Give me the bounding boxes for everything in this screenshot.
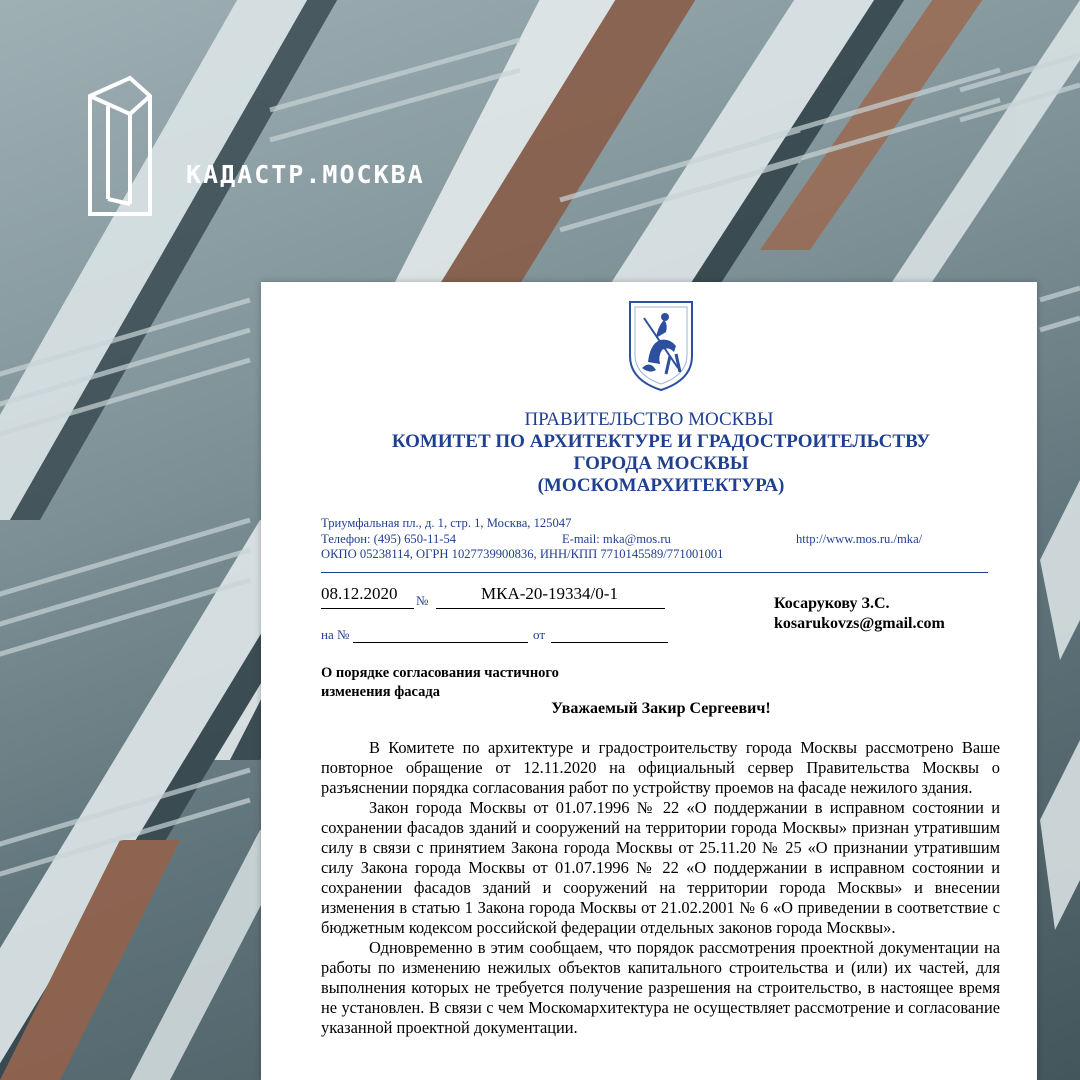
letter-number: МКА-20-19334/0-1 [481, 584, 618, 603]
phone: Телефон: (495) 650-11-54 [321, 532, 457, 546]
number-underline [436, 608, 665, 609]
registry-codes: ОКПО 05238114, ОГРН 1027739900836, ИНН/КПП 7710145589/771001001 [321, 547, 724, 561]
government-title: ПРАВИТЕЛЬСТВО МОСКВЫ [524, 409, 774, 430]
official-letter [261, 282, 1037, 1080]
committee-short-name: (МОСКОМАРХИТЕКТУРА) [537, 475, 785, 496]
subject-line: изменения фасада [321, 684, 440, 700]
letter-date: 08.12.2020 [321, 584, 398, 603]
reference-number-line [353, 642, 528, 643]
reference-date-label: от [533, 627, 546, 642]
reference-number-label: на № [321, 627, 350, 642]
address: Триумфальная пл., д. 1, стр. 1, Москва, 125047 [321, 516, 572, 530]
date-underline [321, 608, 414, 609]
email: E-mail: mka@mos.ru [562, 532, 671, 546]
letter-body [321, 738, 1000, 1038]
crystal-building-logo-icon [78, 74, 158, 224]
letter-subject [321, 664, 559, 702]
body-paragraph: Одновременно в этим сообщаем, что порядок рассмотрения проектной документации на работы по изменению нежилых объектов капитального строительства и (или) их частей, для выполнения которых не требуется получение разрешения на строительство, в настоящее время не установлен. В связи с чем Москомархитектура не осуществляет рассмотрение и согласование указанной проектной документации. [321, 938, 1000, 1037]
number-label: № [416, 593, 429, 608]
body-paragraph: Закон города Москвы от 01.07.1996 № 22 «О поддержании в исправном состоянии и сохранении фасадов зданий и сооружений на территории города Москвы» признан утратившим силу в связи с принятием Закона города Москвы от 25.11.20 № 25 «О признании утратившим силу Закона города Москвы от 01.07.1996 № 22 «О поддержании в исправном состоянии и сохранении фасадов зданий и сооружений на территории города Москвы» и внесении изменения в статью 1 Закона города Москвы от 21.02.2001 № 6 «О приведении в соответствие с бюджетным кодексом российской федерации отдельных законов города Москвы». [321, 798, 1000, 937]
body-paragraph: В Комитете по архитектуре и градостроительству города Москвы рассмотрено Ваше повторное обращение от 12.11.2020 на официальный сервер Правительства Москвы о разъяснении порядка согласования работ по устройству проемов на фасаде нежилого здания. [321, 738, 1000, 797]
recipient-email: kosarukovzs@gmail.com [774, 615, 945, 632]
recipient-name: Косарукову З.С. [774, 595, 890, 612]
committee-title-line2: ГОРОДА МОСКВЫ [573, 453, 749, 474]
subject-line: О порядке согласования частичного [321, 665, 559, 681]
website: http://www.mos.ru./mka/ [796, 532, 923, 546]
moscow-coat-of-arms-icon [626, 298, 696, 399]
brand-name: КАДАСТР.МОСКВА [186, 160, 425, 189]
reference-date-line [551, 642, 668, 643]
salutation: Уважаемый Закир Сергеевич! [551, 700, 771, 717]
committee-title-line1: КОМИТЕТ ПО АРХИТЕКТУРЕ И ГРАДОСТРОИТЕЛЬСТВУ [391, 431, 931, 452]
header-divider [321, 572, 988, 573]
